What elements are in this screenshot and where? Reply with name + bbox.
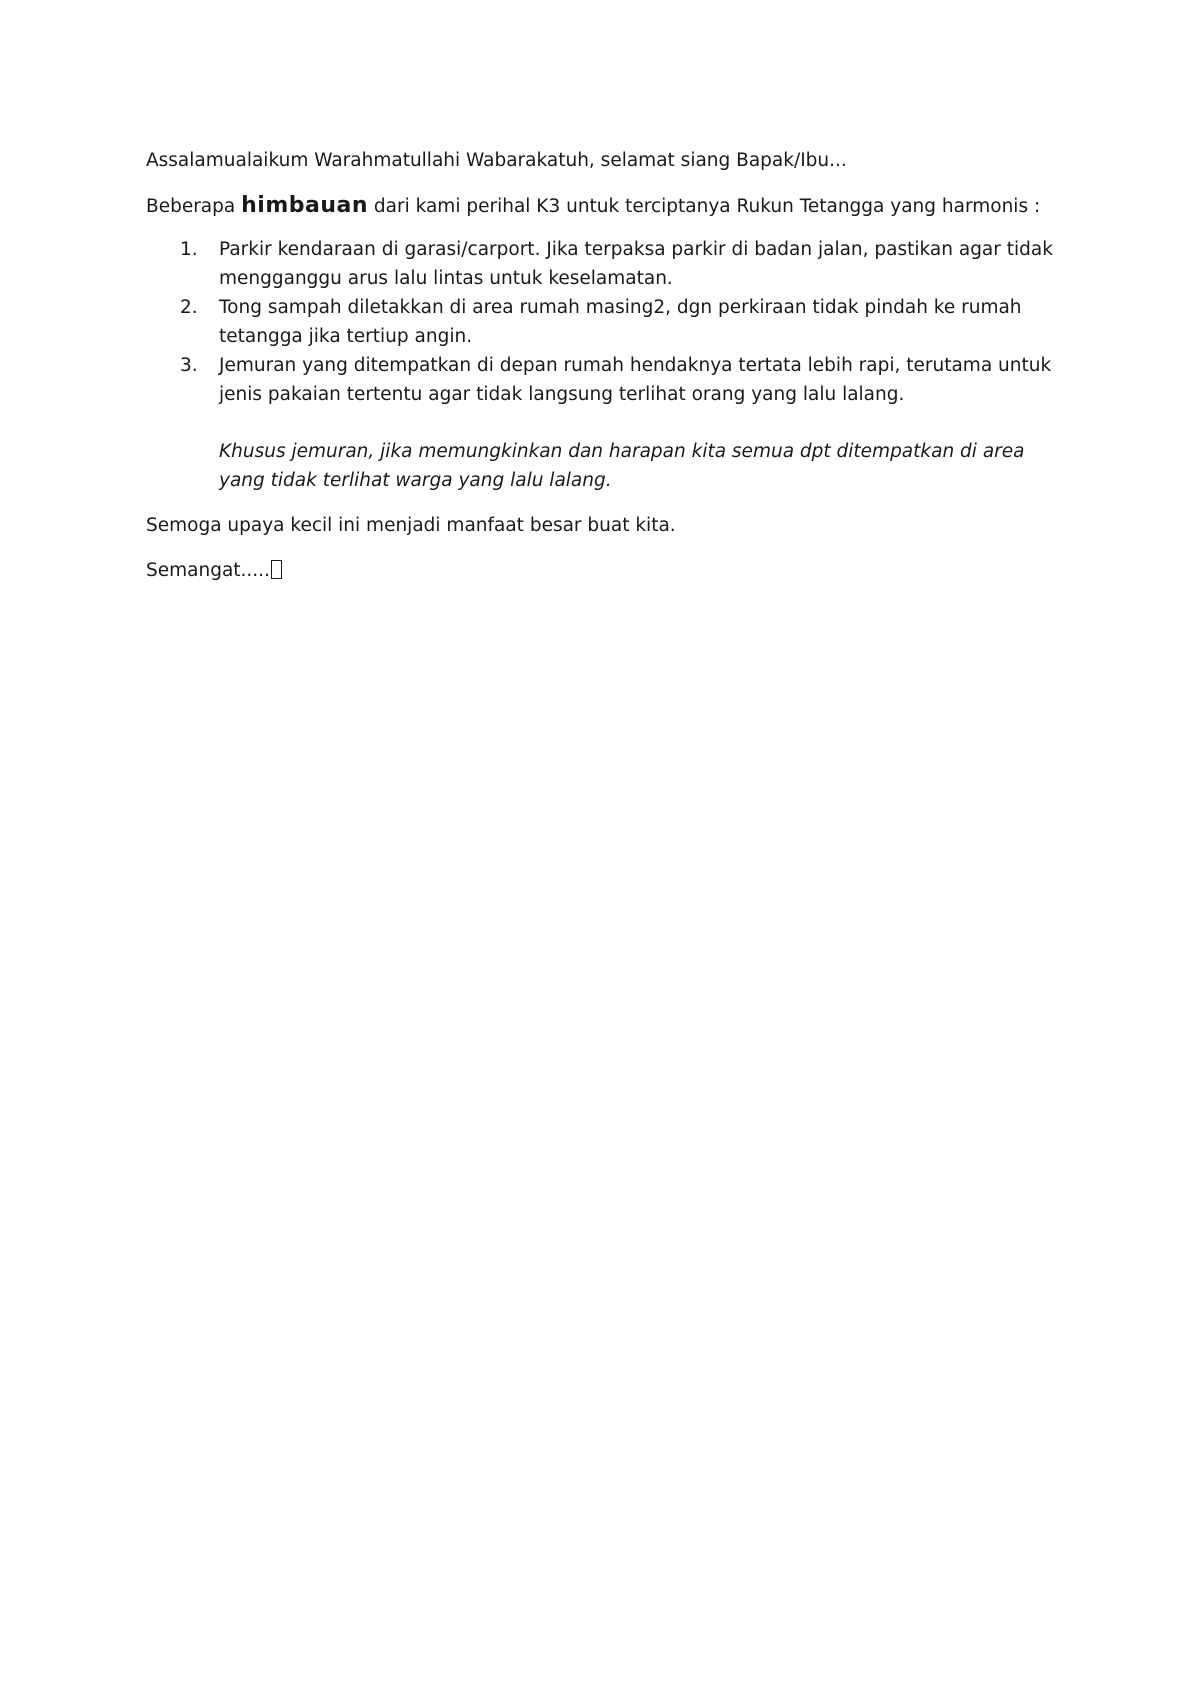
closing-text: Semoga upaya kecil ini menjadi manfaat besar buat kita. (146, 515, 676, 536)
list-item (146, 235, 1066, 293)
list-item-text: Jemuran yang ditempatkan di depan rumah hendaknya tertata lebih rapi, terutama untuk jenis pakaian tertentu agar tidak langsung terlihat orang yang lalu lalang. (219, 355, 1052, 405)
list-item (146, 293, 1066, 351)
list-item-text: Parkir kendaraan di garasi/carport. Jika terpaksa parkir di badan jalan, pastikan agar tidak mengganggu arus lalu lintas untuk keselamatan. (219, 239, 1053, 289)
intro-emphasis: himbauan (241, 193, 368, 218)
guideline-list (146, 235, 1066, 409)
greeting-text: Assalamualaikum Warahmatullahi Wabarakatuh, selamat siang Bapak/Ibu... (146, 150, 847, 171)
intro-after: dari kami perihal K3 untuk terciptanya Rukun Tetangga yang harmonis : (368, 196, 1041, 217)
list-item-number: 2. (180, 297, 198, 318)
intro-before: Beberapa (146, 196, 242, 217)
list-item-text: Tong sampah diletakkan di area rumah masing2, dgn perkiraan tidak pindah ke rumah tetangga jika tertiup angin. (219, 297, 1022, 347)
intro-paragraph (146, 191, 1066, 221)
signoff-text: Semangat..... (146, 560, 270, 581)
document-body (146, 146, 1066, 585)
list-item-number: 1. (180, 239, 198, 260)
signoff-line (146, 556, 1066, 585)
list-item (146, 351, 1066, 409)
italic-note: Khusus jemuran, jika memungkinkan dan harapan kita semua dpt ditempatkan di area yang tidak terlihat warga yang lalu lalang. (219, 441, 1025, 491)
missing-glyph-icon (271, 560, 282, 579)
list-item-number: 3. (180, 355, 198, 376)
